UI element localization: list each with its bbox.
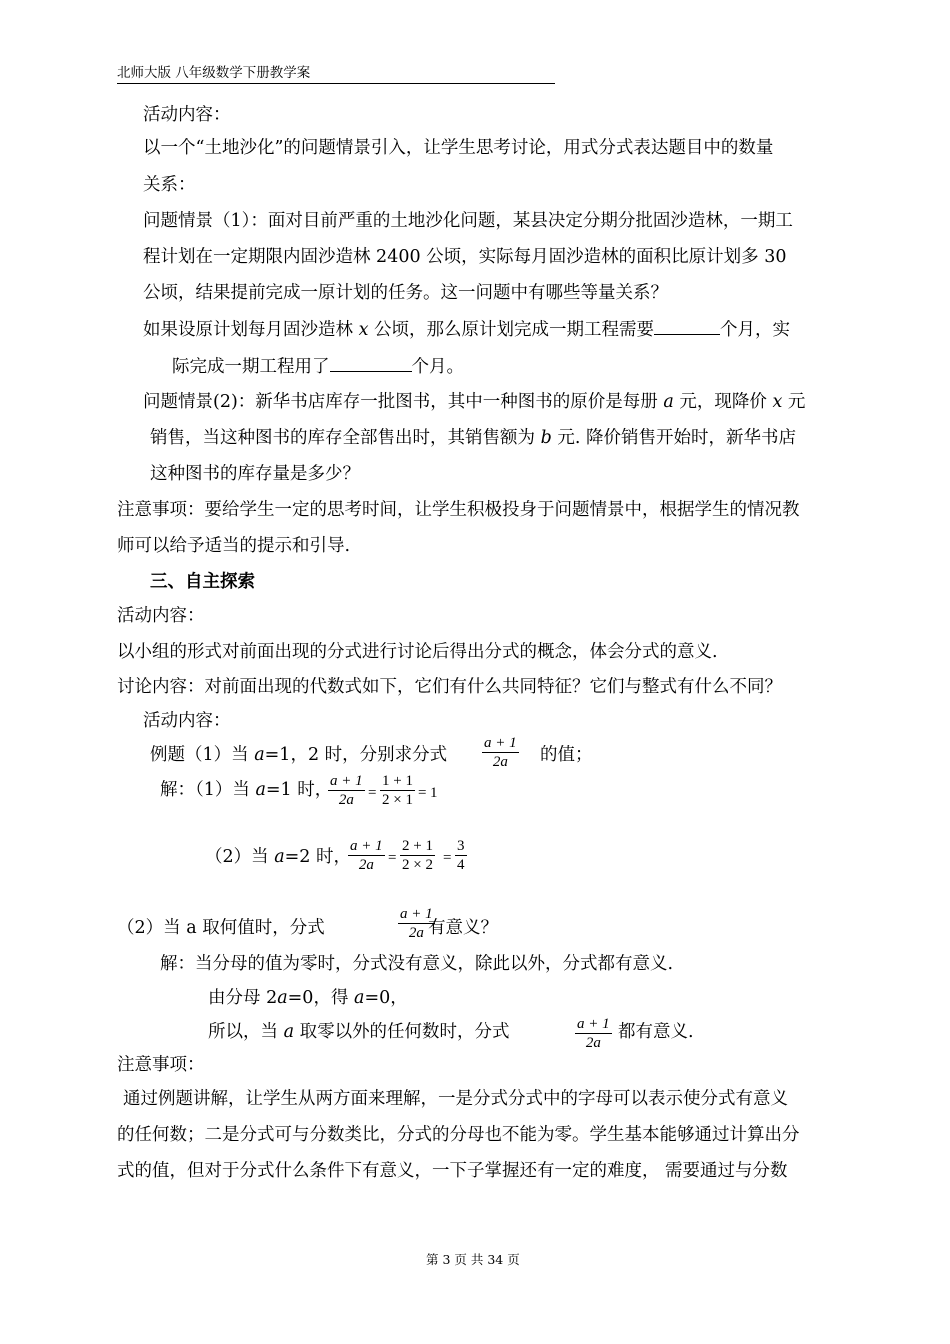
solution-line — [205, 846, 351, 868]
variable-a: a — [663, 392, 674, 412]
paragraph-line: 程计划在一定期限内固沙造林 2400 公顷，实际每月固沙造林的面积比原计划多 30 — [143, 247, 787, 267]
variable-x: x — [772, 392, 783, 412]
paragraph-line: 的任何数；二是分式可与分数类比，分式的分母也不能为零。学生基本能够通过计算出分 — [117, 1125, 800, 1145]
text-run: 取零以外的任何数时，分式 — [294, 1022, 510, 1042]
fraction-numerator: 3 — [457, 838, 465, 854]
fraction-2-plus-1-over-2-times-2 — [400, 837, 435, 874]
fill-blank[interactable] — [330, 355, 412, 372]
text-run: 销售，当这种图书的库存全部售出时，其销售额为 — [150, 428, 541, 448]
text-run: 元，现降价 — [673, 392, 773, 412]
fill-blank[interactable] — [654, 318, 720, 335]
equals-sign: = — [418, 785, 427, 801]
fraction-a-plus-1-over-2a — [482, 734, 519, 771]
fraction-numerator: a + 1 — [577, 1016, 610, 1032]
text-run: 元 — [782, 392, 806, 412]
text-run: =1 时， — [265, 780, 333, 800]
paragraph-line: 问题情景（1）：面对目前严重的土地沙化问题，某县决定分期分批固沙造林，一期工 — [143, 211, 793, 231]
text-run: 都有意义. — [618, 1022, 694, 1042]
paragraph-line-with-blank — [143, 318, 790, 341]
text-run: 例题（1）当 — [150, 745, 255, 765]
fraction-denominator: 2a — [338, 792, 354, 808]
fraction-a-plus-1-over-2a — [328, 772, 365, 809]
text-run: 个月，实 — [720, 320, 790, 340]
text-run: =0，得 — [287, 988, 355, 1008]
text-run: 际完成一期工程用了 — [172, 357, 330, 377]
fraction-numerator: a + 1 — [350, 838, 383, 854]
page-header: 北师大版 八年级数学下册教学案 — [117, 64, 555, 84]
fraction-denominator: 2a — [492, 754, 508, 770]
equals-sign: = — [443, 850, 452, 866]
fraction-numerator: 1 + 1 — [382, 773, 413, 789]
fraction-denominator: 2 × 1 — [382, 792, 413, 808]
fraction-denominator: 2 × 2 — [402, 857, 433, 873]
section-heading: 三、自主探索 — [150, 572, 255, 592]
variable-a: a — [255, 780, 266, 800]
variable-a: a — [254, 745, 265, 765]
text-run: 元. 降价销售开始时，新华书店 — [551, 428, 796, 448]
paragraph-line — [143, 391, 805, 413]
example-line: （2）当 a 取何值时，分式 — [117, 918, 325, 938]
text-run: =2 时， — [284, 847, 352, 867]
text-run: 所以，当 — [208, 1022, 284, 1042]
solution-line: 解：当分母的值为零时，分式没有意义，除此以外，分式都有意义. — [160, 954, 674, 974]
paragraph-line: 式的值，但对于分式什么条件下有意义，一下子掌握还有一定的难度， 需要通过与分数 — [117, 1161, 788, 1181]
paragraph-line: 师可以给予适当的提示和引导. — [117, 536, 351, 556]
text-run: 有意义？ — [428, 918, 498, 938]
text-run: 由分母 2 — [208, 988, 278, 1008]
example-line — [150, 744, 447, 766]
fraction-denominator: 4 — [457, 857, 465, 873]
text-run: 问题情景(2)：新华书店库存一批图书，其中一种图书的原价是每册 — [143, 392, 664, 412]
paragraph-line: 以小组的形式对前面出现的分式进行讨论后得出分式的概念，体会分式的意义. — [117, 642, 718, 662]
fraction-denominator: 2a — [358, 857, 374, 873]
variable-a: a — [274, 847, 285, 867]
fraction-a-plus-1-over-2a — [575, 1015, 612, 1052]
paragraph-line: 讨论内容：对前面出现的代数式如下，它们有什么共同特征？它们与整式有什么不同？ — [117, 677, 782, 697]
text-run: 如果设原计划每月固沙造林 — [143, 320, 359, 340]
text-run: 的值； — [540, 745, 593, 765]
fraction-numerator: 2 + 1 — [402, 838, 433, 854]
solution-line — [208, 1021, 510, 1043]
fraction-numerator: a + 1 — [330, 773, 363, 789]
solution-line — [160, 779, 332, 801]
paragraph-line-with-blank — [172, 355, 464, 378]
variable-a: a — [283, 1022, 294, 1042]
activity-content-label: 活动内容： — [143, 105, 231, 125]
variable-a: a — [277, 988, 288, 1008]
fraction-numerator: a + 1 — [484, 735, 517, 751]
text-run: =1，2 时，分别求分式 — [264, 745, 448, 765]
result-value: 1 — [430, 785, 438, 801]
fraction-3-over-4 — [455, 837, 467, 874]
activity-content-label: 活动内容： — [143, 711, 231, 731]
text-run: （2）当 — [205, 847, 275, 867]
paragraph-line: 通过例题讲解，让学生从两方面来理解，一是分式分式中的字母可以表示使分式有意义 — [123, 1089, 788, 1109]
fraction-1-plus-1-over-2-times-1 — [380, 772, 415, 809]
fraction-denominator: 2a — [408, 925, 424, 941]
page-number-footer: 第 3 页 共 34 页 — [426, 1252, 520, 1267]
text-run: 解：（1）当 — [160, 780, 256, 800]
text-run: 个月。 — [411, 357, 464, 377]
variable-b: b — [540, 428, 552, 448]
text-run: 公顷，那么原计划完成一期工程需要 — [368, 320, 654, 340]
paragraph-line: 注意事项：要给学生一定的思考时间，让学生积极投身于问题情景中，根据学生的情况教 — [117, 500, 800, 520]
paragraph-line: 这种图书的库存量是多少？ — [150, 464, 360, 484]
fraction-denominator: 2a — [585, 1035, 601, 1051]
activity-content-label: 活动内容： — [117, 606, 205, 626]
fraction-numerator: a + 1 — [400, 906, 433, 922]
paragraph-line — [150, 427, 796, 449]
fraction-a-plus-1-over-2a — [348, 837, 385, 874]
paragraph-line: 关系： — [143, 175, 196, 195]
paragraph-line: 以一个“土地沙化”的问题情景引入，让学生思考讨论，用式分式表达题目中的数量 — [143, 138, 774, 158]
variable-a: a — [354, 988, 365, 1008]
equals-sign: = — [368, 785, 377, 801]
equals-sign: = — [388, 850, 397, 866]
variable-x: x — [358, 320, 369, 340]
notes-label: 注意事项： — [117, 1055, 205, 1075]
text-run: =0， — [364, 988, 408, 1008]
paragraph-line: 公顷，结果提前完成一原计划的任务。这一问题中有哪些等量关系？ — [143, 283, 668, 303]
solution-line — [208, 987, 408, 1009]
